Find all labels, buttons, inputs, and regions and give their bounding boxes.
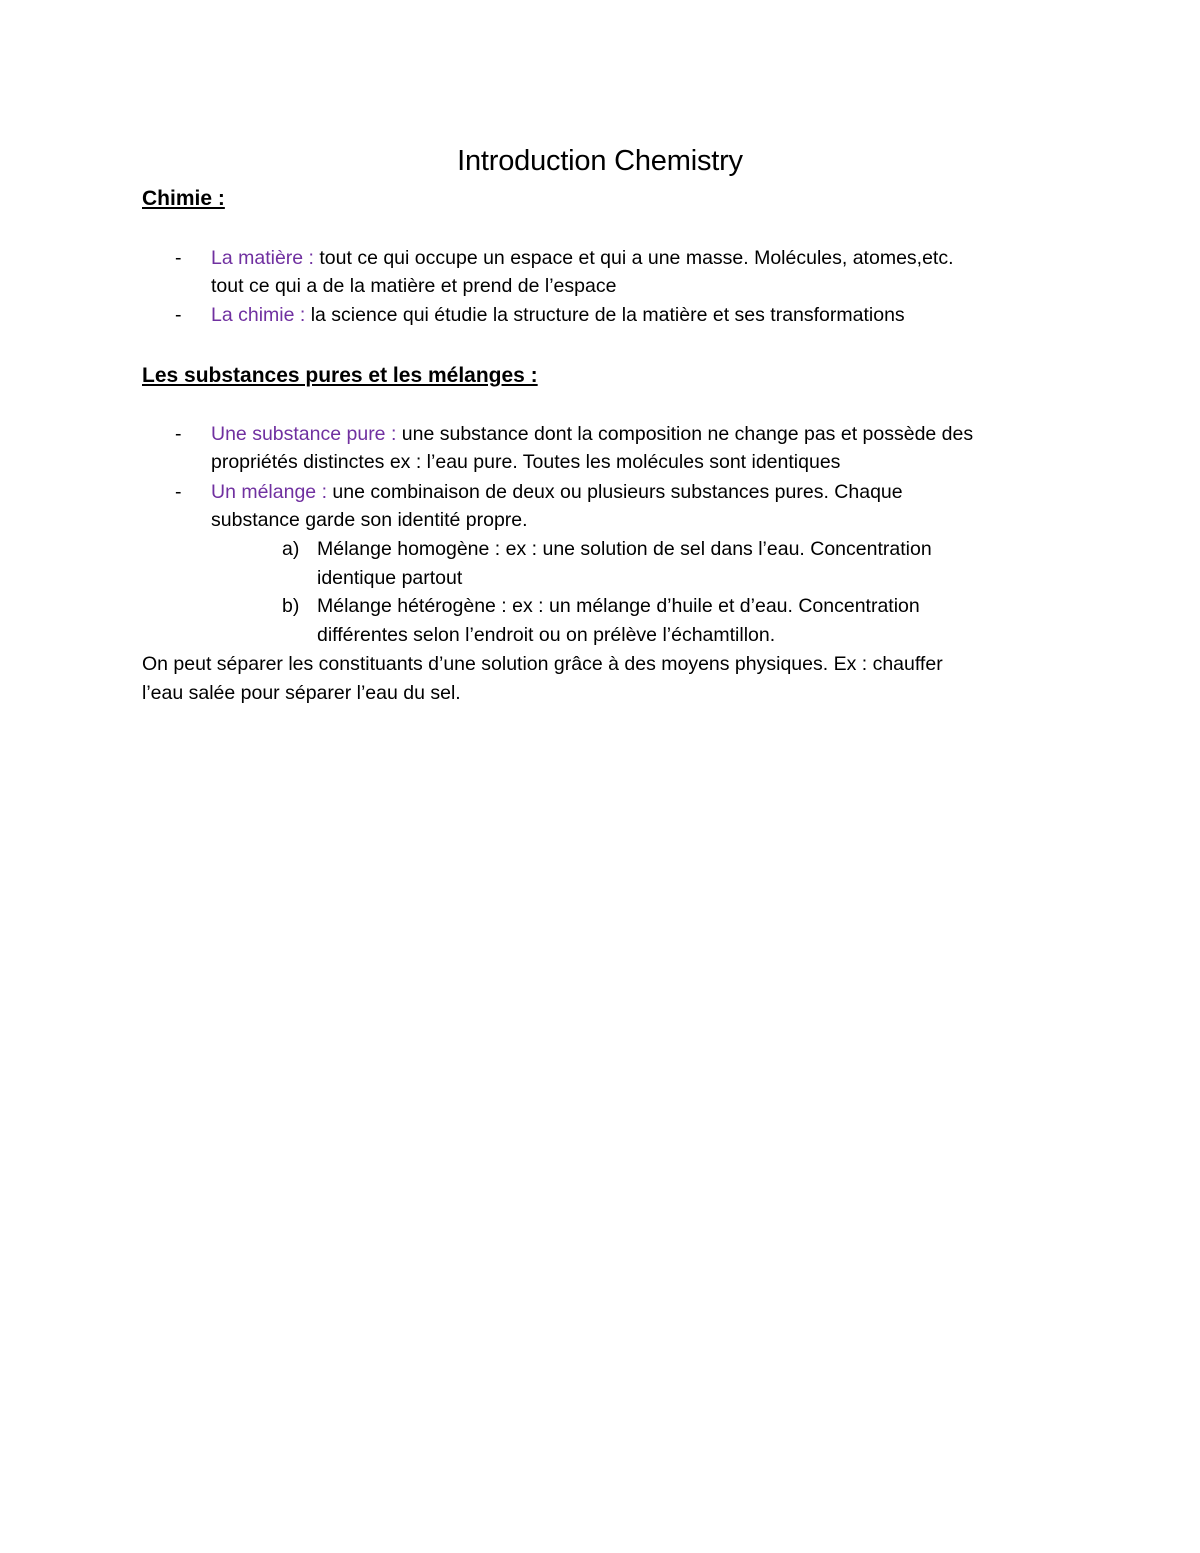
definition-text: une combinaison de deux ou plusieurs substances pures. Chaque bbox=[326, 481, 903, 503]
sublist-text: Mélange homogène : ex : une solution de sel dans l’eau. Concentration bbox=[317, 538, 932, 560]
list-dash: - bbox=[175, 247, 182, 269]
sublist-text-continued: identique partout bbox=[317, 567, 463, 589]
sublist-text: Mélange hétérogène : ex : un mélange d’huile et d’eau. Concentration bbox=[317, 595, 920, 617]
document-title: Introduction Chemistry bbox=[457, 145, 743, 177]
sublist-marker: b) bbox=[282, 595, 300, 617]
term-label: La matière : bbox=[211, 247, 314, 269]
list-dash: - bbox=[175, 304, 182, 326]
definition-text-continued: substance garde son identité propre. bbox=[211, 509, 528, 531]
definition-text: une substance dont la composition ne change pas et possède des bbox=[396, 423, 974, 445]
sublist-text-continued: différentes selon l’endroit ou on prélève l’échamtillon. bbox=[317, 624, 776, 646]
term-label: Une substance pure : bbox=[211, 423, 397, 445]
paragraph-line: On peut séparer les constituants d’une solution grâce à des moyens physiques. Ex : chauffer bbox=[142, 653, 943, 675]
list-dash: - bbox=[175, 481, 182, 503]
definition-text-continued: tout ce qui a de la matière et prend de l’espace bbox=[211, 275, 617, 297]
section-heading-chimie: Chimie : bbox=[142, 187, 225, 210]
term-label: Un mélange : bbox=[211, 481, 327, 503]
definition-text: tout ce qui occupe un espace et qui a une masse. Molécules, atomes,etc. bbox=[313, 247, 954, 269]
term-label: La chimie : bbox=[211, 304, 306, 326]
definition-text: la science qui étudie la structure de la matière et ses transformations bbox=[305, 304, 905, 326]
list-dash: - bbox=[175, 423, 182, 445]
paragraph-line: l’eau salée pour séparer l’eau du sel. bbox=[142, 682, 461, 704]
sublist-marker: a) bbox=[282, 538, 300, 560]
definition-text-continued: propriétés distinctes ex : l’eau pure. Toutes les molécules sont identiques bbox=[211, 451, 841, 473]
section-heading-substances: Les substances pures et les mélanges : bbox=[142, 364, 538, 387]
